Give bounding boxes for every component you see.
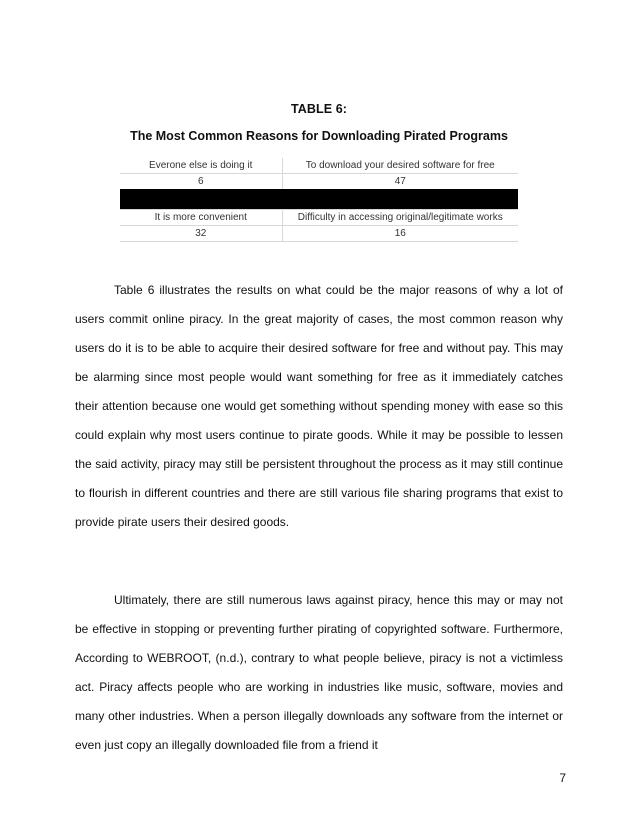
table-row — [120, 209, 518, 225]
body-paragraph: Table 6 illustrates the results on what could be the major reasons of why a lot of users commit online piracy. In the great majority of cases, the most common reason why users do it is to be able to acquire their desired software for free and without pay. This may be alarming since most people would want something for free as it immediately catches their attention because one would get something without spending money with ease so this could explain why most users continue to pirate goods. While it may be possible to lessen the said activity, piracy may still be persistent throughout the process as it may still continue to flourish in different countries and there are still various file sharing programs that exist to provide pirate users their desired goods. — [75, 283, 563, 529]
table-row — [120, 158, 518, 174]
table-cell: It is more convenient — [120, 209, 282, 225]
table-cell: 16 — [282, 225, 518, 241]
table-cell-black — [120, 189, 282, 209]
table-number: TABLE 6: — [290, 102, 348, 116]
table-cell: 32 — [120, 225, 282, 241]
table-cell: 6 — [120, 174, 282, 190]
table-divider-bar — [120, 189, 518, 209]
reasons-table — [120, 158, 518, 242]
table-row — [120, 174, 518, 190]
table-cell-black — [282, 189, 518, 209]
table-cell: Difficulty in accessing original/legitimate works — [282, 209, 518, 225]
body-paragraph: Ultimately, there are still numerous laws against piracy, hence this may or may not be effective in stopping or preventing further pirating of copyrighted software. Furthermore, According to WEBROOT, (n.d.), contrary to what people believe, piracy is not a victimless act. Piracy affects people who are working in industries like music, software, movies and many other industries. When a person illegally downloads any software from the internet or even just copy an illegally downloaded file from a friend it — [75, 593, 563, 752]
table-title: The Most Common Reasons for Downloading Pirated Programs — [130, 129, 508, 143]
table-cell: Everone else is doing it — [120, 158, 282, 174]
table-cell: 47 — [394, 176, 406, 188]
table-cell: To download your desired software for free — [282, 158, 518, 174]
table-row — [120, 225, 518, 241]
page-number: 7 — [559, 771, 566, 785]
